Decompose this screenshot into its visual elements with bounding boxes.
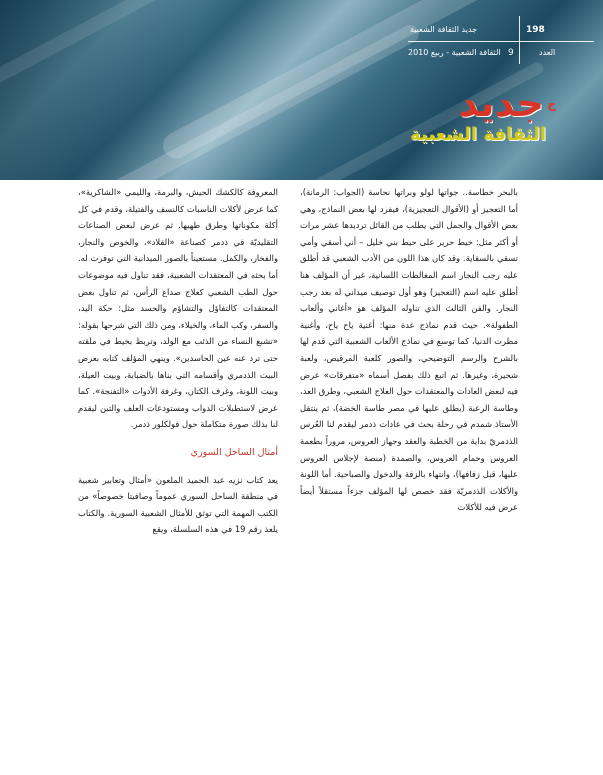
issue-subtitle: الثقافة الشعبية - ربيع 2010 (408, 48, 501, 57)
magazine-title: جديد الثقافة الشعبية (410, 25, 478, 34)
paragraph: المعروفة كالكشك الحيش، والبرمة، والليمي «الشاكرية»، كما عرض لأكلات الناسبات كالنسف والفتيلة، وقدم في كل أكلة مكوناتها وطرق طهيها. ثم عرض لبعض الصناعات التقليديّة في ذدمر كصناعة «القلاد»، والخوص والنجار، والفخار، والكمل. مستعيناً بالصور الميدانية التي توفرت له. أما بحثه في المعتقدات الشعبية، فقد تناول فيه موضوعات حول الطب الشعبي كعلاج صداع الرأس، ثم تناول بعض المعتقدات كالتفاؤل والتشاؤم والحسد مثل: حكة اليد، والسفر، وكب الماء، والخيلاء، ومن ذلك التي شرحها بقوله: «تشبع النساء من الذئب مع الولد، وتربط بخيط في ملقته حتى ترد عنه عين الحاسدين». وينهي المؤلف كتابه بعرض البيت الذدمري وأقسامه التي بناها بالضبابة، وبيت العيلة، وبيت اللونة، وغرف الكتان، وغرفة الأدوات «التفنجة». كما عرض لاستطبلات الدواب ومستودعات العلف والتبن ليقدم لنا بذلك صورة متكاملة حول فولكلور ذدمر. (78, 187, 278, 430)
issue-number: 9 (508, 48, 514, 58)
header-hline (408, 41, 594, 42)
paragraph: بالبحر خطاسة.. جواتها لولو وبراتها نحاسة (الجواب: الرمانة)، أما التعجيز أو (الأقوال التعجيزية)، فيفرد لها بعض النماذج، وهي بعض الأقوال والجمل التي يطلب من القائل ترديدها عشر مرات أو أكثر مثل: خيط حرير على حيط بني خليل – أني أسقي وأمي تسقي بالسقاية. وقد كان هذا اللون من الأدب الشعبي قد أطلق عليه رجب النجار اسم المغالطات اللسانية، غير أن المؤلف هنا أطلق عليه اسم (التعجيز) وهو أول توصيف ميداني له بعد رجب النجار. والفن الثالث الذي تناوله المؤلف هو «أغاني وألعاب الطفولة». حيث قدم نماذج عدة منها: أغنية ياح ياح، وأغنية مطرت الدنيا، كما توسع في نماذج الألعاب الشعبية التي قدم لها بالشرح والرسم التوضيحي، والصور كلعبة المرقيص، ولعبة شحيرة، وغيرها. ثم اتبع ذلك بفصل أسماه «متفرقات» عرض فيه لبعض العادات والمعتقدات حول العلاج الشعبي، وطرق العد، وطاسة الرعبة (يطلق عليها في مصر طاسة الخضة)، ثم ينتقل الأستاذ شمدم في رحلة بحث في عادات ذدمر ليقدم لنا العُرس الذدمريّ بداية من الخطبة والعقد وجهاز العروس، مروراً بطعمة العروس وحمام العروس، والصمدة (منصة لإجلاس العروس عليها، قبل زفافها)، وانتهاء بالزفة والدخول والصباحية. أما اللونة والأكلات الذدمريّة فقد خصص لها المؤلف جزءاً مستقلاً أيضاً عرض فيه للأكلات (300, 187, 518, 513)
header-vline (519, 16, 520, 64)
article-column-left (78, 184, 278, 538)
paragraph: يعد كتاب نزيه عبد الحميد الملعون «أمثال وتعابير شعبية في منطقة الساحل السوري عموماً وصافيتا خصوصاً» من الكتب المهمة التي توثق للأمثال الشعبية السورية. والكتاب يلعذ رقم 19 في هذه السلسلة، ويقع (78, 474, 278, 535)
section-heading: أمثال الساحل السوري (190, 446, 278, 458)
magazine-logo (396, 81, 556, 155)
issue-label: العدد (539, 48, 556, 57)
page-number: 198 (526, 25, 545, 35)
running-header (404, 8, 596, 74)
article-column-right (300, 184, 518, 516)
logo-letter: ج (547, 97, 556, 111)
logo-subtitle: الثقافة الشعبية (410, 124, 546, 145)
logo-word: جديد (458, 81, 544, 125)
